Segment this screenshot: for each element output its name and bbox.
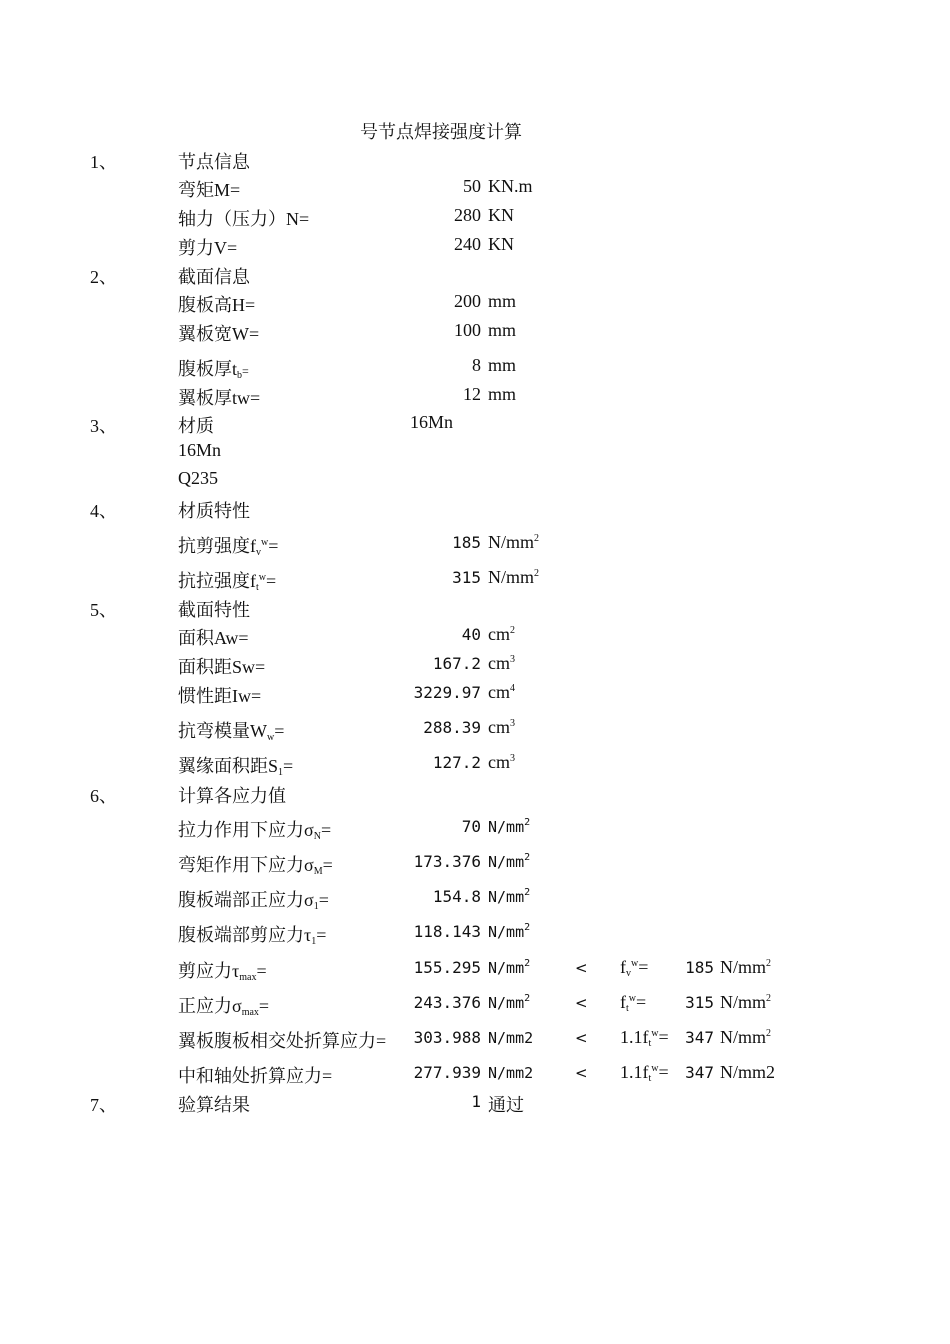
tensile-strength-row	[0, 567, 950, 595]
area-row	[0, 624, 950, 652]
area-unit: $cm^2$	[488, 624, 515, 644]
section-number: 4、	[90, 501, 117, 521]
axial-stress-value: 70	[461, 817, 481, 836]
section-heading: 材质	[178, 416, 214, 436]
allowable-combined-unit: $N/mm^2$	[720, 1027, 772, 1047]
flange-thickness-unit: mm	[488, 384, 517, 404]
allowable-tensile-label: $f_t^w=$	[620, 992, 647, 1014]
section-heading: 截面特性	[178, 600, 250, 620]
allowable-shear-value: 185	[685, 958, 714, 977]
tensile-strength-unit: $N/mm^2$	[488, 567, 540, 587]
allowable-combined-value: 347	[685, 1028, 714, 1047]
flange-width-row	[0, 320, 950, 348]
flange-web-combined-stress-unit: N/mm2	[488, 1029, 534, 1047]
area-label: 面积Aw=	[178, 628, 249, 648]
shear-row	[0, 234, 950, 262]
check-result-text: 通过	[488, 1095, 524, 1115]
web-end-normal-stress-value: 154.8	[432, 887, 481, 906]
flange-width-unit: mm	[488, 320, 517, 340]
less-than-sign: <	[575, 959, 588, 977]
flange-thickness-label: 翼板厚tw=	[178, 388, 261, 408]
section-1-row	[0, 148, 950, 176]
web-height-unit: mm	[488, 291, 517, 311]
web-thickness-label: 腹板厚$t_b=$	[178, 359, 249, 381]
max-shear-stress-label: 剪应力$\tau_{max}=$	[178, 961, 267, 983]
inertia-value: 3229.97	[413, 683, 481, 702]
flange-thickness-value[interactable]: 12	[463, 384, 481, 404]
max-shear-stress-value: 155.295	[413, 958, 481, 977]
section-number: 5、	[90, 600, 117, 620]
section-number: 3、	[90, 416, 117, 436]
section-modulus-label: 抗弯模量$W_w=$	[178, 721, 285, 743]
section-3-row	[0, 412, 950, 440]
section-number: 6、	[90, 786, 117, 806]
section-heading: 节点信息	[178, 152, 250, 172]
section-modulus-unit: $cm^3$	[488, 717, 515, 737]
axial-value[interactable]: 280	[454, 205, 481, 225]
section-7-row	[0, 1091, 950, 1119]
flange-moment-label: 翼缘面积距$S_1=$	[178, 756, 294, 778]
web-height-label: 腹板高H=	[178, 295, 256, 315]
flange-web-combined-stress-row	[0, 1027, 950, 1055]
web-thickness-value[interactable]: 8	[472, 355, 481, 375]
section-number: 7、	[90, 1095, 117, 1115]
allowable-combined-value: 347	[685, 1063, 714, 1082]
less-than-sign: <	[575, 1029, 588, 1047]
flange-web-combined-stress-value: 303.988	[413, 1028, 481, 1047]
flange-width-label: 翼板宽W=	[178, 324, 260, 344]
neutral-axis-combined-stress-unit: N/mm2	[488, 1064, 534, 1082]
web-end-shear-stress-value: 118.143	[413, 922, 481, 941]
section-modulus-value: 288.39	[423, 718, 481, 737]
axial-row	[0, 205, 950, 233]
flange-moment-value: 127.2	[432, 753, 481, 772]
max-normal-stress-value: 243.376	[413, 993, 481, 1012]
shear-strength-row	[0, 532, 950, 560]
less-than-sign: <	[575, 1064, 588, 1082]
axial-label: 轴力（压力）N=	[178, 209, 310, 229]
section-heading: 截面信息	[178, 267, 250, 287]
max-normal-stress-unit: $N/mm^2$	[488, 993, 531, 1012]
section-heading: 材质特性	[178, 501, 250, 521]
first-moment-row	[0, 653, 950, 681]
web-height-row	[0, 291, 950, 319]
material-select[interactable]: 16Mn	[410, 412, 454, 432]
shear-label: 剪力V=	[178, 238, 238, 258]
neutral-axis-combined-stress-label: 中和轴处折算应力=	[178, 1066, 333, 1086]
web-end-shear-stress-label: 腹板端部剪应力$\tau_1=$	[178, 925, 327, 947]
shear-strength-value: 185	[452, 533, 481, 552]
axial-stress-row	[0, 816, 950, 844]
inertia-unit: $cm^4$	[488, 682, 515, 702]
section-heading: 验算结果	[178, 1095, 250, 1115]
flange-width-value[interactable]: 100	[454, 320, 481, 340]
section-2-row	[0, 263, 950, 291]
web-end-normal-stress-unit: $N/mm^2$	[488, 887, 531, 906]
shear-unit: KN	[488, 234, 514, 254]
web-end-shear-stress-unit: $N/mm^2$	[488, 922, 531, 941]
section-4-row	[0, 497, 950, 525]
flange-thickness-row	[0, 384, 950, 412]
tensile-strength-value: 315	[452, 568, 481, 587]
first-moment-label: 面积距Sw=	[178, 657, 266, 677]
inertia-label: 惯性距Iw=	[178, 686, 262, 706]
moment-unit: KN.m	[488, 176, 533, 196]
axial-stress-unit: $N/mm^2$	[488, 817, 531, 836]
max-shear-stress-row	[0, 957, 950, 985]
check-result-value: 1	[471, 1092, 481, 1111]
page-title: 号节点焊接强度计算	[360, 122, 522, 142]
shear-strength-label: 抗剪强度$f_v^w=$	[178, 536, 279, 558]
web-end-normal-stress-row	[0, 886, 950, 914]
allowable-combined-label: $1.1f_t^w=$	[620, 1027, 669, 1049]
bending-stress-unit: $N/mm^2$	[488, 852, 531, 871]
axial-unit: KN	[488, 205, 514, 225]
web-thickness-unit: mm	[488, 355, 517, 375]
section-number: 1、	[90, 152, 117, 172]
bending-stress-value: 173.376	[413, 852, 481, 871]
material-option: Q235	[178, 468, 218, 488]
bending-stress-row	[0, 851, 950, 879]
allowable-combined-unit: N/mm2	[720, 1062, 776, 1082]
flange-web-combined-stress-label: 翼板腹板相交处折算应力=	[178, 1031, 387, 1051]
allowable-tensile-unit: $N/mm^2$	[720, 992, 772, 1012]
allowable-tensile-value: 315	[685, 993, 714, 1012]
area-value: 40	[461, 625, 481, 644]
section-6-row	[0, 782, 950, 810]
less-than-sign: <	[575, 994, 588, 1012]
material-option-row	[0, 440, 950, 468]
max-normal-stress-row	[0, 992, 950, 1020]
first-moment-unit: $cm^3$	[488, 653, 515, 673]
neutral-axis-combined-stress-value: 277.939	[413, 1063, 481, 1082]
tensile-strength-label: 抗拉强度$f_t^w=$	[178, 571, 277, 593]
allowable-combined-label: $1.1f_t^w=$	[620, 1062, 669, 1084]
section-heading: 计算各应力值	[178, 786, 286, 806]
shear-strength-unit: $N/mm^2$	[488, 532, 540, 552]
web-thickness-row	[0, 355, 950, 383]
section-5-row	[0, 596, 950, 624]
moment-value[interactable]: 50	[463, 176, 481, 196]
max-normal-stress-label: 正应力$\sigma_{max}=$	[178, 996, 270, 1018]
web-end-shear-stress-row	[0, 921, 950, 949]
max-shear-stress-unit: $N/mm^2$	[488, 958, 531, 977]
section-number: 2、	[90, 267, 117, 287]
web-end-normal-stress-label: 腹板端部正应力$\sigma_1=$	[178, 890, 329, 912]
moment-row	[0, 176, 950, 204]
allowable-shear-label: $f_v^w=$	[620, 957, 649, 979]
material-option: 16Mn	[178, 440, 222, 460]
moment-label: 弯矩M=	[178, 180, 241, 200]
material-option-row	[0, 468, 950, 496]
web-height-value[interactable]: 200	[454, 291, 481, 311]
allowable-shear-unit: $N/mm^2$	[720, 957, 772, 977]
shear-value[interactable]: 240	[454, 234, 481, 254]
inertia-row	[0, 682, 950, 710]
neutral-axis-combined-stress-row	[0, 1062, 950, 1090]
section-modulus-row	[0, 717, 950, 745]
first-moment-value: 167.2	[432, 654, 481, 673]
flange-moment-unit: $cm^3$	[488, 752, 515, 772]
axial-stress-label: 拉力作用下应力$\sigma_N=$	[178, 820, 332, 842]
bending-stress-label: 弯矩作用下应力$\sigma_M=$	[178, 855, 333, 877]
flange-moment-row	[0, 752, 950, 780]
